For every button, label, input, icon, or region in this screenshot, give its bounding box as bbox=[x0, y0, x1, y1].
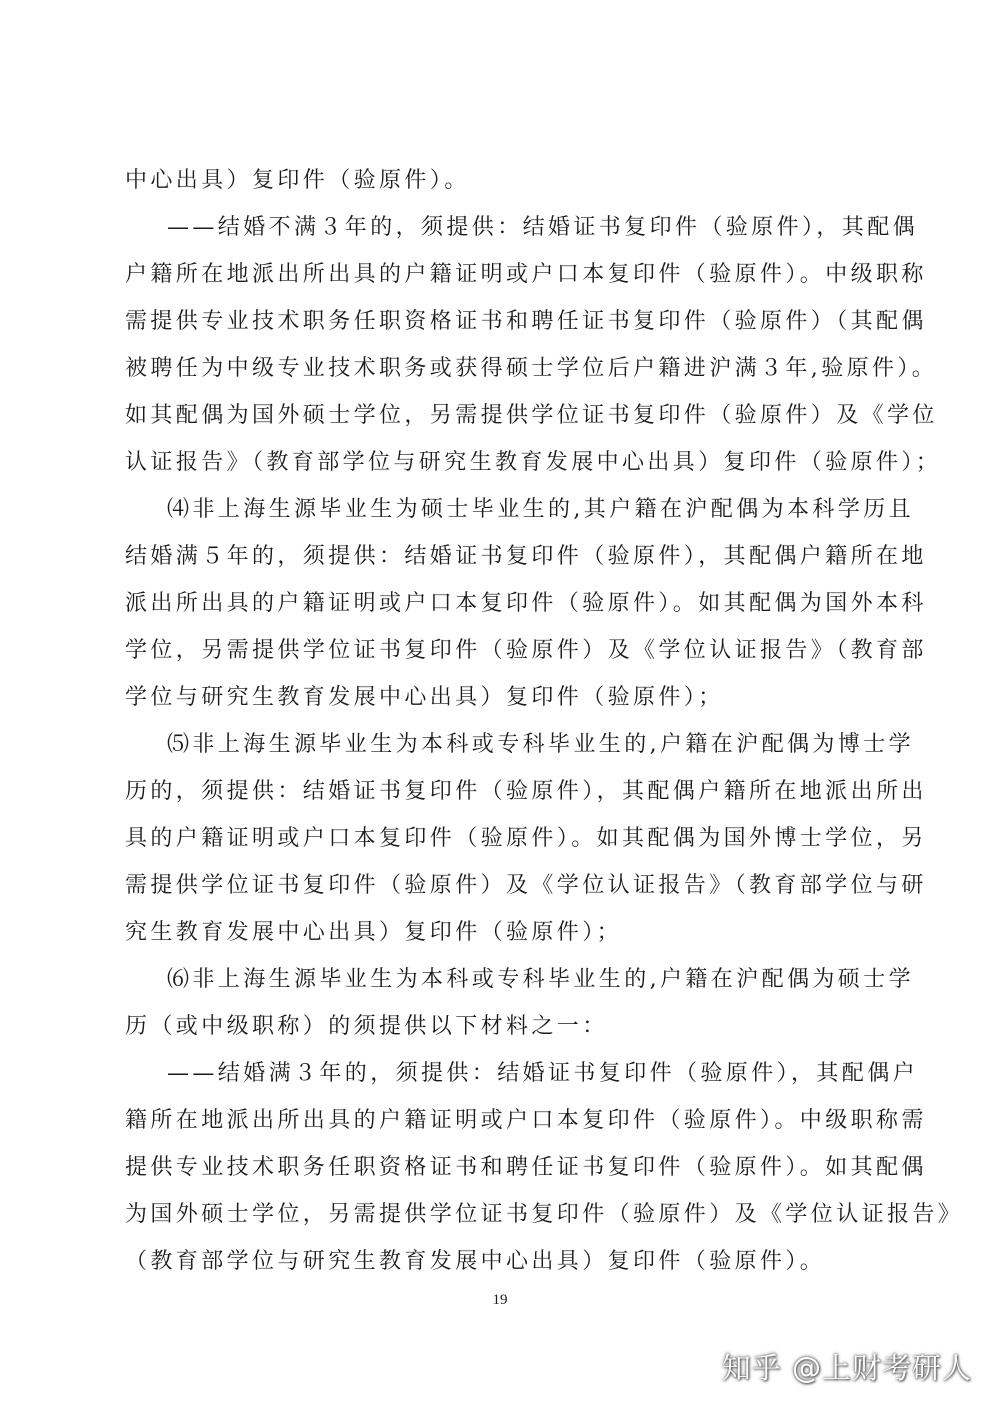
text-line: 为国外硕士学位，另需提供学位证书复印件（验原件）及《学位认证报告》 bbox=[125, 1202, 964, 1227]
text-line: 认证报告》（教育部学位与研究生教育发展中心出具）复印件（验原件）； bbox=[125, 450, 942, 475]
text-line: 提供专业技术职务任职资格证书和聘任证书复印件（验原件）。如其配偶 bbox=[125, 1155, 927, 1180]
text-line: 具的户籍证明或户口本复印件（验原件）。如其配偶为国外博士学位，另 bbox=[125, 826, 927, 851]
text-line: 派出所出具的户籍证明或户口本复印件（验原件）。如其配偶为国外本科 bbox=[125, 591, 927, 616]
page-number: 19 bbox=[492, 1292, 508, 1308]
text-line: 如其配偶为国外硕士学位，另需提供学位证书复印件（验原件）及《学位 bbox=[125, 403, 938, 428]
text-line: 结婚满５年的，须提供：结婚证书复印件（验原件），其配偶户籍所在地 bbox=[125, 544, 927, 569]
text-line: ⑸非上海生源毕业生为本科或专科毕业生的,户籍在沪配偶为博士学 bbox=[167, 732, 914, 757]
text-line: 历（或中级职称）的须提供以下材料之一： bbox=[125, 1014, 608, 1039]
text-line: 中心出具）复印件（验原件）。 bbox=[125, 168, 470, 193]
text-line: 究生教育发展中心出具）复印件（验原件）； bbox=[125, 920, 623, 945]
text-line: ——结婚满３年的，须提供：结婚证书复印件（验原件），其配偶户 bbox=[167, 1061, 919, 1086]
text-line: 学位与研究生教育发展中心出具）复印件（验原件）； bbox=[125, 685, 724, 710]
text-line: ⑷非上海生源毕业生为硕士毕业生的,其户籍在沪配偶为本科学历且 bbox=[167, 497, 914, 522]
text-line: 被聘任为中级专业技术职务或获得硕士学位后户籍进沪满３年,验原件）。 bbox=[125, 356, 938, 381]
text-line: 需提供专业技术职务任职资格证书和聘任证书复印件（验原件）（其配偶 bbox=[125, 309, 927, 334]
text-line: 学位，另需提供学位证书复印件（验原件）及《学位认证报告》（教育部 bbox=[125, 638, 927, 663]
text-line: 户籍所在地派出所出具的户籍证明或户口本复印件（验原件）。中级职称 bbox=[125, 262, 927, 287]
text-line: 历的，须提供：结婚证书复印件（验原件），其配偶户籍所在地派出所出 bbox=[125, 779, 927, 804]
text-line: ——结婚不满３年的，须提供：结婚证书复印件（验原件），其配偶 bbox=[167, 215, 919, 240]
watermark: 知乎 @上财考研人 bbox=[721, 1351, 972, 1385]
text-line: 籍所在地派出所出具的户籍证明或户口本复印件（验原件）。中级职称需 bbox=[125, 1108, 927, 1133]
text-line: （教育部学位与研究生教育发展中心出具）复印件（验原件）。 bbox=[125, 1249, 826, 1274]
text-line: ⑹非上海生源毕业生为本科或专科毕业生的,户籍在沪配偶为硕士学 bbox=[167, 967, 914, 992]
text-line: 需提供学位证书复印件（验原件）及《学位认证报告》（教育部学位与研 bbox=[125, 873, 927, 898]
